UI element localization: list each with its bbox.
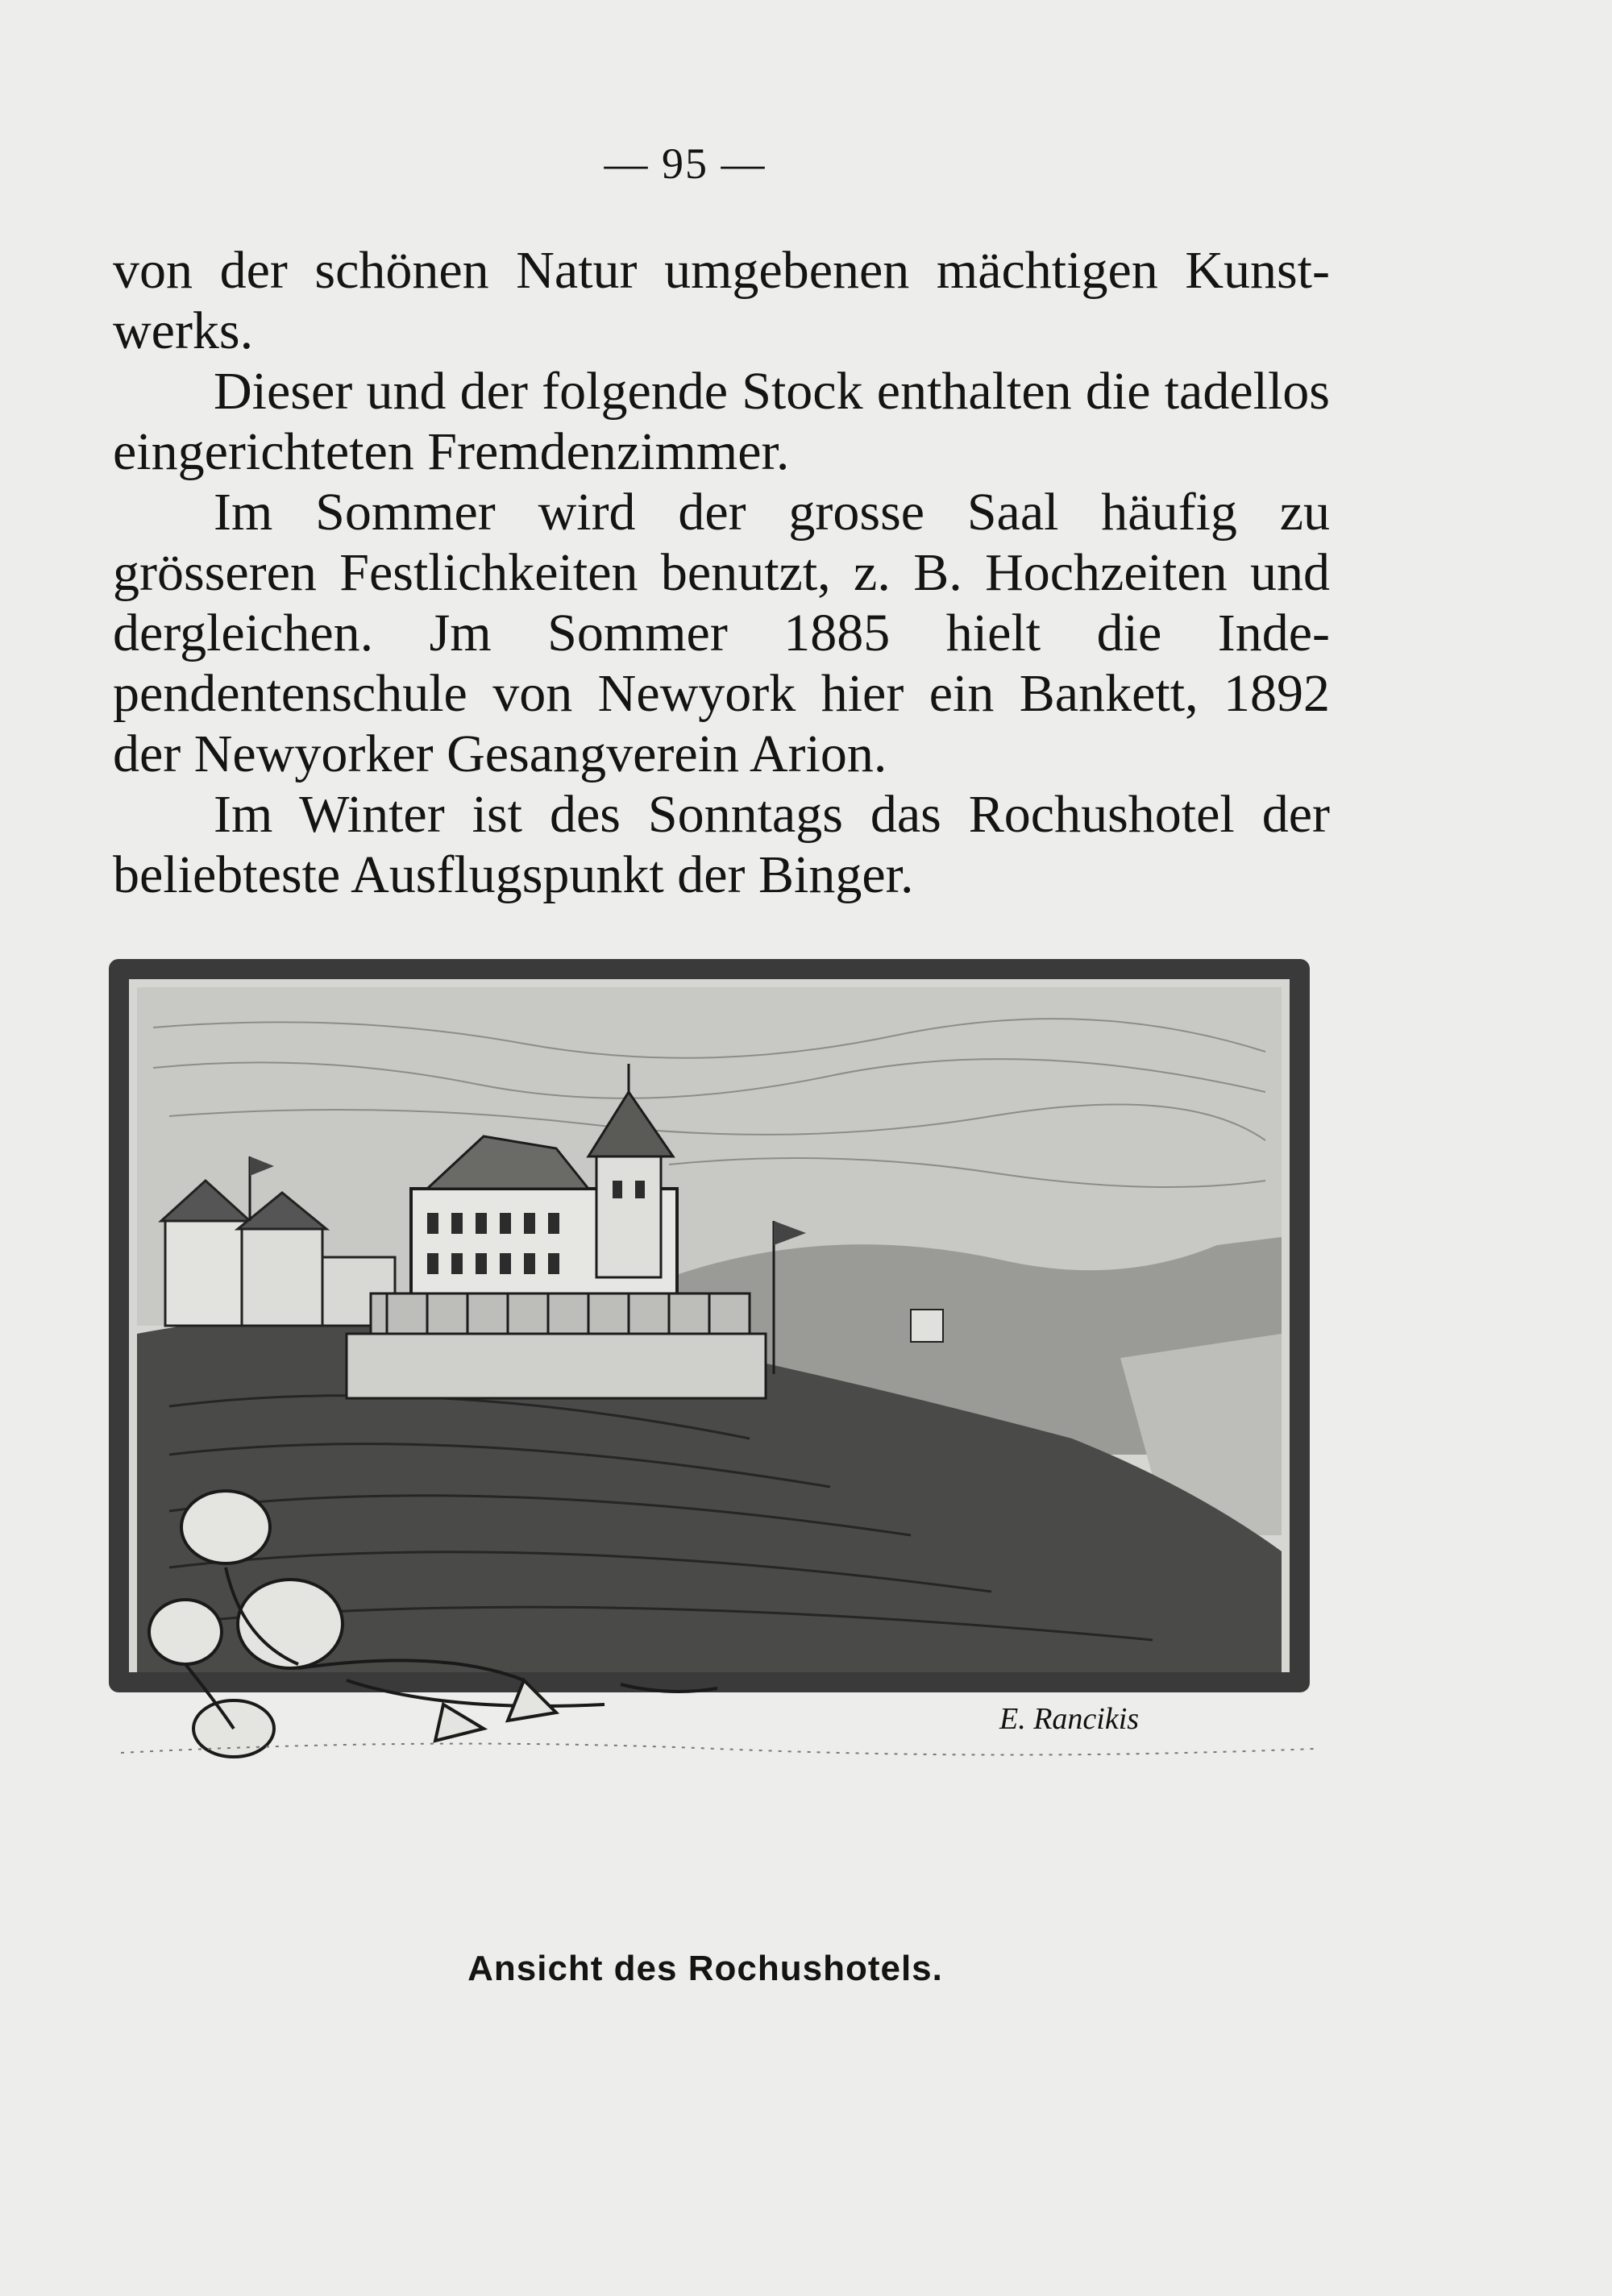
artist-signature: E. Rancikis bbox=[999, 1702, 1140, 1736]
paragraph-2: Dieser und der folgende Stock enthalten die tadellos eingerichteten Fremdenzimmer. bbox=[113, 362, 1330, 481]
page-number: — 95 — bbox=[604, 139, 767, 188]
paragraph-3: Im Sommer wird der grosse Saal häufig zu grösseren Festlichkeiten benutzt, z. B. Hochzeiten und dergleichen. Jm Sommer 1885 hielt die Inde-pendentenschule von Newyork hier ein Bankett, 1892 der Newyorker Gesangverein Arion. bbox=[113, 483, 1330, 783]
paragraph-1: von der schönen Natur umgebenen mächtigen Kunst-werks. bbox=[113, 241, 1330, 360]
distant-castle bbox=[911, 1310, 943, 1342]
illustration-caption: Ansicht des Rochushotels. bbox=[467, 1949, 943, 1988]
hotel-illustration bbox=[105, 955, 1322, 1761]
lower-hatching bbox=[121, 1744, 1314, 1755]
body-text bbox=[113, 240, 1330, 905]
paragraph-4: Im Winter ist des Sonntags das Rochushotel der beliebteste Ausflugspunkt der Binger. bbox=[113, 785, 1330, 904]
